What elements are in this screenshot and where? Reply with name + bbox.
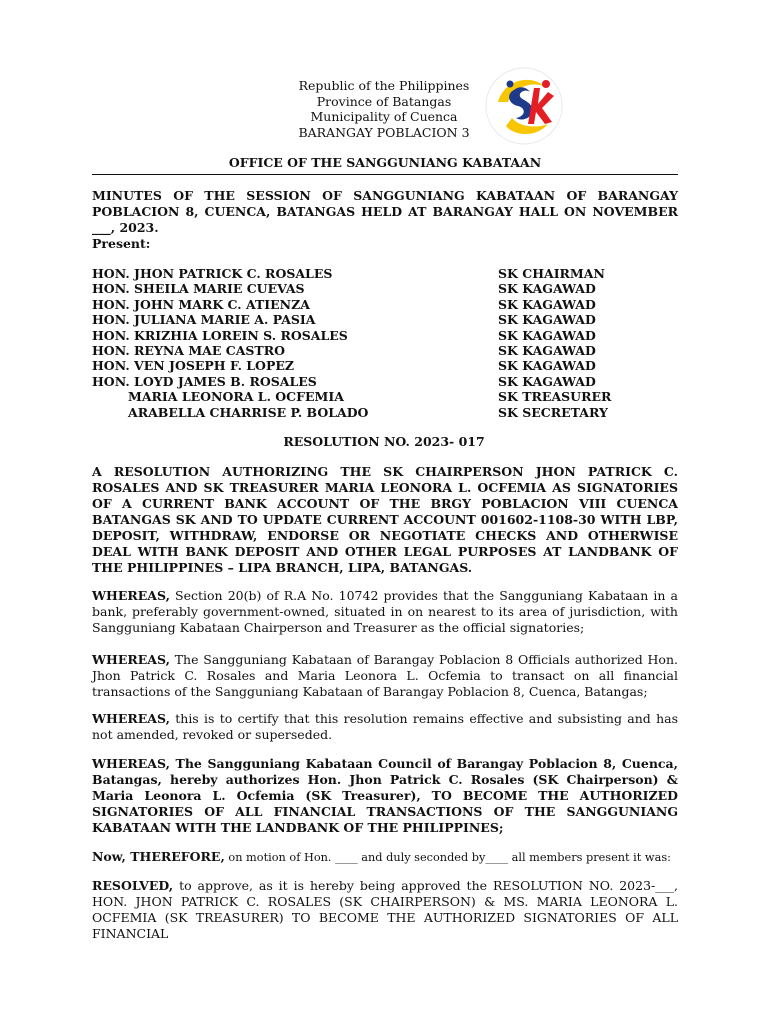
member-row bbox=[92, 266, 678, 281]
member-row bbox=[92, 328, 678, 343]
whereas-text: this is to certify that this resolution remains effective and subsisting and has not amended, revoked or superseded. bbox=[92, 711, 678, 742]
member-name: HON. JHON PATRICK C. ROSALES bbox=[92, 266, 333, 281]
member-position: SK KAGAWAD bbox=[498, 342, 596, 358]
member-name: HON. KRIZHIA LOREIN S. ROSALES bbox=[92, 327, 348, 343]
member-name: ARABELLA CHARRISE P. BOLADO bbox=[128, 404, 369, 420]
resolution-title: A RESOLUTION AUTHORIZING THE SK CHAIRPERSON JHON PATRICK C. ROSALES AND SK TREASURER MARIA LEONORA L. OCFEMIA AS SIGNATORIES OF A CURRENT BANK ACCOUNT OF THE BRGY POBLACION VIII CUENCA BATANGAS SK AND TO UPDATE CURRENT ACCOUNT 001602-1108-30 WITH LBP, DEPOSIT, WITHDRAW, ENDORSE OR NEGOTIATE CHECKS AND OTHERWISE DEAL WITH BANK DEPOSIT AND OTHER LEGAL PURPOSES AT LANDBANK OF THE PHILIPPINES – LIPA BRANCH, LIPA, BATANGAS. bbox=[92, 464, 678, 575]
therefore-lead: Now, THEREFORE, bbox=[92, 849, 225, 864]
member-position: SK TREASURER bbox=[498, 389, 612, 405]
whereas-lead: WHEREAS, bbox=[92, 711, 170, 726]
letterhead-barangay: BARANGAY POBLACION 3 bbox=[298, 124, 470, 140]
member-row bbox=[92, 297, 678, 312]
member-position: SK KAGAWAD bbox=[498, 296, 596, 312]
member-row bbox=[92, 389, 678, 404]
whereas-paragraph-4: WHEREAS, The Sangguniang Kabataan Council of Barangay Poblacion 8, Cuenca, Batangas, hereby authorizes Hon. Jhon Patrick C. Rosales (SK Chairperson) & Maria Leonora L. Ocfemia (SK Treasurer), TO BECOME THE AUTHORIZED SIGNATORIES OF ALL FINANCIAL TRANSACTIONS OF THE SANGGUNIANG KABATAAN WITH THE LANDBANK OF THE PHILIPPINES; bbox=[92, 756, 678, 835]
member-name: HON. VEN JOSEPH F. LOPEZ bbox=[92, 358, 295, 374]
whereas-paragraph-3 bbox=[92, 711, 678, 743]
whereas-paragraph-2 bbox=[92, 652, 678, 700]
therefore-text: on motion of Hon. ____ and duly seconded by____ all members present it was: bbox=[224, 851, 671, 864]
member-position: SK KAGAWAD bbox=[498, 312, 596, 328]
whereas-paragraph-1 bbox=[92, 588, 678, 636]
minutes-title: MINUTES OF THE SESSION OF SANGGUNIANG KABATAAN OF BARANGAY POBLACION 8, CUENCA, BATANGAS HELD AT BARANGAY HALL ON NOVEMBER ___, 2023. bbox=[92, 188, 678, 235]
letterhead-republic: Republic of the Philippines bbox=[298, 78, 470, 93]
present-label: Present: bbox=[92, 236, 151, 251]
member-position: SK CHAIRMAN bbox=[498, 266, 605, 281]
letterhead-province: Province of Batangas bbox=[316, 93, 452, 109]
member-name: MARIA LEONORA L. OCFEMIA bbox=[128, 389, 344, 405]
member-position: SK KAGAWAD bbox=[498, 358, 596, 374]
member-position: SK KAGAWAD bbox=[498, 373, 596, 389]
whereas-lead: WHEREAS, bbox=[92, 588, 170, 603]
resolved-lead: RESOLVED, bbox=[92, 878, 174, 893]
member-row bbox=[92, 358, 678, 373]
whereas-text: Section 20(b) of R.A No. 10742 provides that the Sangguniang Kabataan in a bank, preferably government-owned, situated in on nearest to its area of jurisdiction, with Sangguniang Kabataan Chairperson and Treasurer as the official signatories; bbox=[92, 588, 678, 635]
letterhead-municipality: Municipality of Cuenca bbox=[310, 109, 458, 124]
letterhead bbox=[0, 78, 768, 140]
member-name: HON. JULIANA MARIE A. PASIA bbox=[92, 312, 316, 328]
resolution-number: RESOLUTION NO. 2023- 017 bbox=[283, 434, 485, 449]
member-name: HON. LOYD JAMES B. ROSALES bbox=[92, 373, 317, 389]
member-row bbox=[92, 281, 678, 296]
resolved-paragraph bbox=[92, 878, 678, 942]
whereas-text: The Sangguniang Kabataan of Barangay Poblacion 8 Officials authorized Hon. Jhon Patrick C. Rosales and Maria Leonora L. Ocfemia to transact on all financial transactions of the Sangguniang Kabataan of Barangay Poblacion 8, Cuenca, Batangas; bbox=[92, 652, 678, 699]
therefore-paragraph bbox=[92, 849, 678, 866]
office-title: OFFICE OF THE SANGGUNIANG KABATAAN bbox=[92, 155, 678, 175]
member-name: HON. SHEILA MARIE CUEVAS bbox=[92, 281, 305, 297]
member-position: SK KAGAWAD bbox=[498, 327, 596, 343]
member-row bbox=[92, 312, 678, 327]
sk-logo-icon bbox=[484, 66, 564, 146]
whereas-lead: WHEREAS, bbox=[92, 652, 170, 667]
member-row bbox=[92, 374, 678, 389]
member-position: SK KAGAWAD bbox=[498, 281, 596, 297]
members-list bbox=[92, 266, 678, 420]
member-row bbox=[92, 343, 678, 358]
member-name: HON. JOHN MARK C. ATIENZA bbox=[92, 296, 310, 312]
resolved-text: to approve, as it is hereby being approved the RESOLUTION NO. 2023-___, HON. JHON PATRICK C. ROSALES (SK CHAIRPERSON) & MS. MARIA LEONORA L. OCFEMIA (SK TREASURER) TO BECOME THE AUTHORIZED SIGNATORIES OF ALL FINANCIAL bbox=[92, 878, 678, 941]
member-name: HON. REYNA MAE CASTRO bbox=[92, 342, 286, 358]
member-row bbox=[92, 405, 678, 420]
member-position: SK SECRETARY bbox=[498, 404, 608, 420]
